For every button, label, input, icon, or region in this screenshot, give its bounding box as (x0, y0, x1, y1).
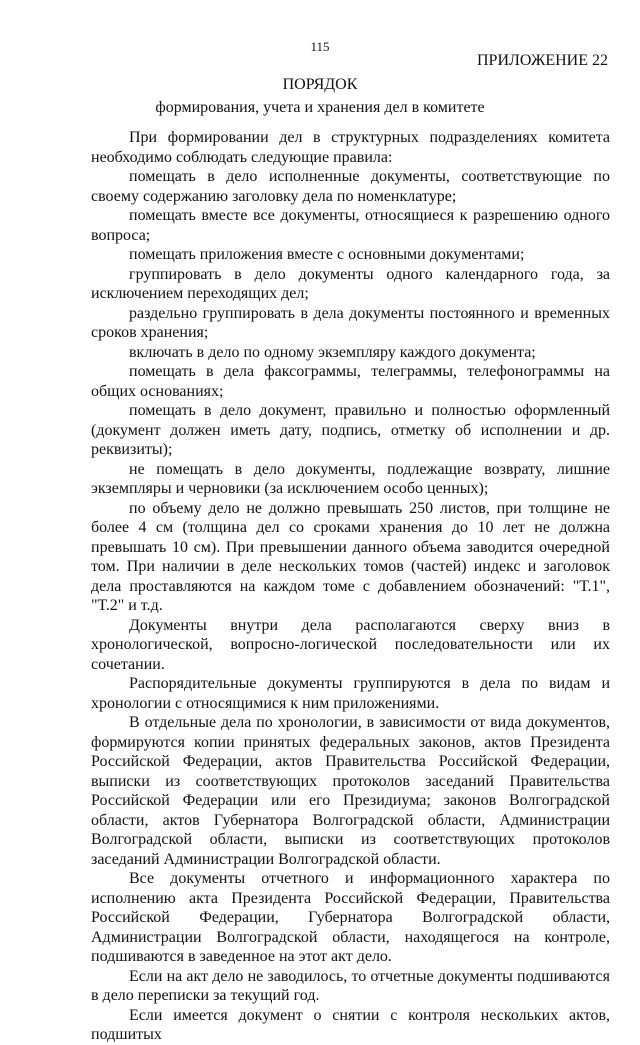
paragraph: При формировании дел в структурных подразделениях комитета необходимо соблюдать следующие правила: (91, 129, 610, 166)
paragraph: В отдельные дела по хронологии, в зависимости от вида документов, формируются копии принятых федеральных законов, актов Президента Российской Федерации, актов Правительства Российской Федерации, выписки из соответствующих протоколов заседаний Правительства Российской Федерации или его Президиума; законов Волгоградской области, актов Губернатора Волгоградской области, Администрации Волгоградской области, выписки из соответствующих протоколов заседаний Администрации Волгоградской области. (91, 714, 610, 868)
paragraph: Все документы отчетного и информационного характера по исполнению акта Президента Российской Федерации, Правительства Российской Федерации, Губернатора Волгоградской области, Администрации Волгоградской области, находящегося на контроле, подшиваются в заведенное на этот акт дело. (91, 870, 610, 965)
paragraph: раздельно группировать в дела документы постоянного и временных сроков хранения; (91, 304, 610, 341)
appendix-label: ПРИЛОЖЕНИЕ 22 (476, 52, 608, 69)
paragraph: Если на акт дело не заводилось, то отчетные документы подшиваются в дело переписки за текущий год. (91, 967, 610, 1004)
paragraph: по объему дело не должно превышать 250 листов, при толщине не более 4 см (толщина дел со сроками хранения до 10 лет не должна превышать 10 см). При превышении данного объема заводится очередной том. При наличии в деле нескольких томов (частей) индекс и заголовок дела проставляются на каждом томе с добавлением обозначений: "Т.1", "Т.2" и т.д. (91, 499, 610, 614)
paragraph: Если имеется документ о снятии с контроля нескольких актов, подшитых (91, 1006, 610, 1043)
paragraph: помещать в дело исполненные документы, соответствующие по своему содержанию заголовку дела по номенклатуре; (91, 168, 610, 205)
paragraph: включать в дело по одному экземпляру каждого документа; (129, 343, 536, 361)
page-number: 115 (310, 39, 330, 54)
document-title: ПОРЯДОК (282, 76, 358, 93)
document-body (91, 128, 610, 1045)
paragraph: не помещать в дело документы, подлежащие возврату, лишние экземпляры и черновики (за исключением особо ценных); (91, 460, 610, 497)
paragraph: помещать вместе все документы, относящиеся к разрешению одного вопроса; (91, 207, 610, 244)
paragraph: группировать в дело документы одного календарного года, за исключением переходящих дел; (91, 265, 610, 302)
document-subtitle: формирования, учета и хранения дел в комитете (155, 99, 485, 116)
paragraph: помещать в дела факсограммы, телеграммы, телефонограммы на общих основаниях; (91, 363, 610, 400)
paragraph: помещать в дело документ, правильно и полностью оформленный (документ должен иметь дату, подпись, отметку об исполнении и др. реквизиты); (91, 402, 610, 458)
paragraph: помещать приложения вместе с основными документами; (129, 246, 525, 263)
paragraph: Распорядительные документы группируются в дела по видам и хронологии с относящимися к ним приложениями. (91, 675, 610, 712)
paragraph: Документы внутри дела располагаются сверху вниз в хронологической, вопросно-логической последовательности или их сочетании. (91, 616, 610, 673)
